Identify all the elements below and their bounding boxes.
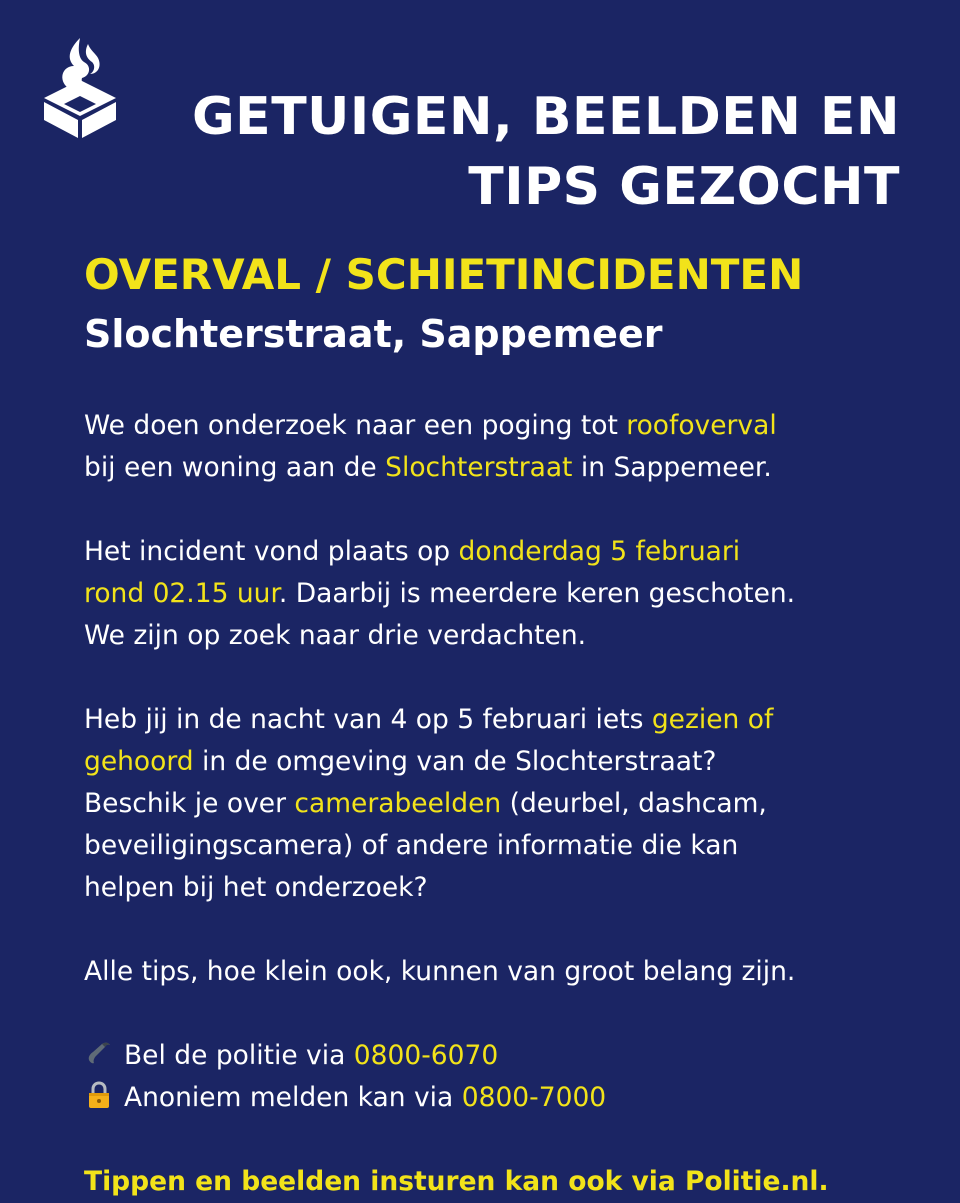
highlight-roofoverval: roofoverval [626,410,777,441]
highlight-date: donderdag 5 februari [458,536,741,567]
text-segment: helpen bij het onderzoek? [84,872,428,903]
headline [192,82,900,222]
text-segment: . Daarbij is meerdere keren geschoten. [278,578,796,609]
text-segment: We doen onderzoek naar een poging tot [84,410,627,441]
text-segment: beveiligingscamera) of andere informatie die kan [84,830,739,861]
phone-label: Bel de politie via [124,1040,354,1071]
highlight-camera-footage: camerabeelden [294,788,502,819]
footer-politie-link[interactable]: Tippen en beelden insturen kan ook via Politie.nl. [84,1166,829,1197]
incident-type: OVERVAL / SCHIETINCIDENTEN [84,250,804,299]
text-segment: We zijn op zoek naar drie verdachten. [84,620,587,651]
paragraph-incident-time [84,531,924,657]
incident-location: Slochterstraat, Sappemeer [84,312,663,356]
paragraph-investigation [84,405,924,489]
headline-line-1: GETUIGEN, BEELDEN EN [192,87,900,147]
text-segment: in Sappemeer. [572,452,772,483]
highlight-street: Slochterstraat [385,452,573,483]
text-segment: Heb jij in de nacht van 4 op 5 februari iets [84,704,652,735]
paragraph-tips-important: Alle tips, hoe klein ook, kunnen van groot belang zijn. [84,956,796,987]
text-segment: (deurbel, dashcam, [501,788,767,819]
phone-number-link[interactable]: 0800-6070 [353,1040,499,1071]
lock-icon [84,1080,114,1110]
contact-info [84,1035,924,1119]
text-segment: in de omgeving van de Slochterstraat? [193,746,717,777]
telephone-icon [84,1038,114,1068]
highlight-time: rond 02.15 uur [84,578,279,609]
text-segment: bij een woning aan de [84,452,386,483]
anonymous-number-link[interactable]: 0800-7000 [461,1082,607,1113]
highlight-heard: gehoord [84,746,194,777]
paragraph-call-for-witnesses [84,699,924,909]
body-text [84,405,924,1203]
highlight-seen: gezien of [651,704,774,735]
text-segment: Het incident vond plaats op [84,536,459,567]
headline-line-2: TIPS GEZOCHT [468,157,900,217]
text-segment: Beschik je over [84,788,295,819]
anonymous-label: Anoniem melden kan via [124,1082,462,1113]
police-flame-logo-icon [40,36,120,140]
